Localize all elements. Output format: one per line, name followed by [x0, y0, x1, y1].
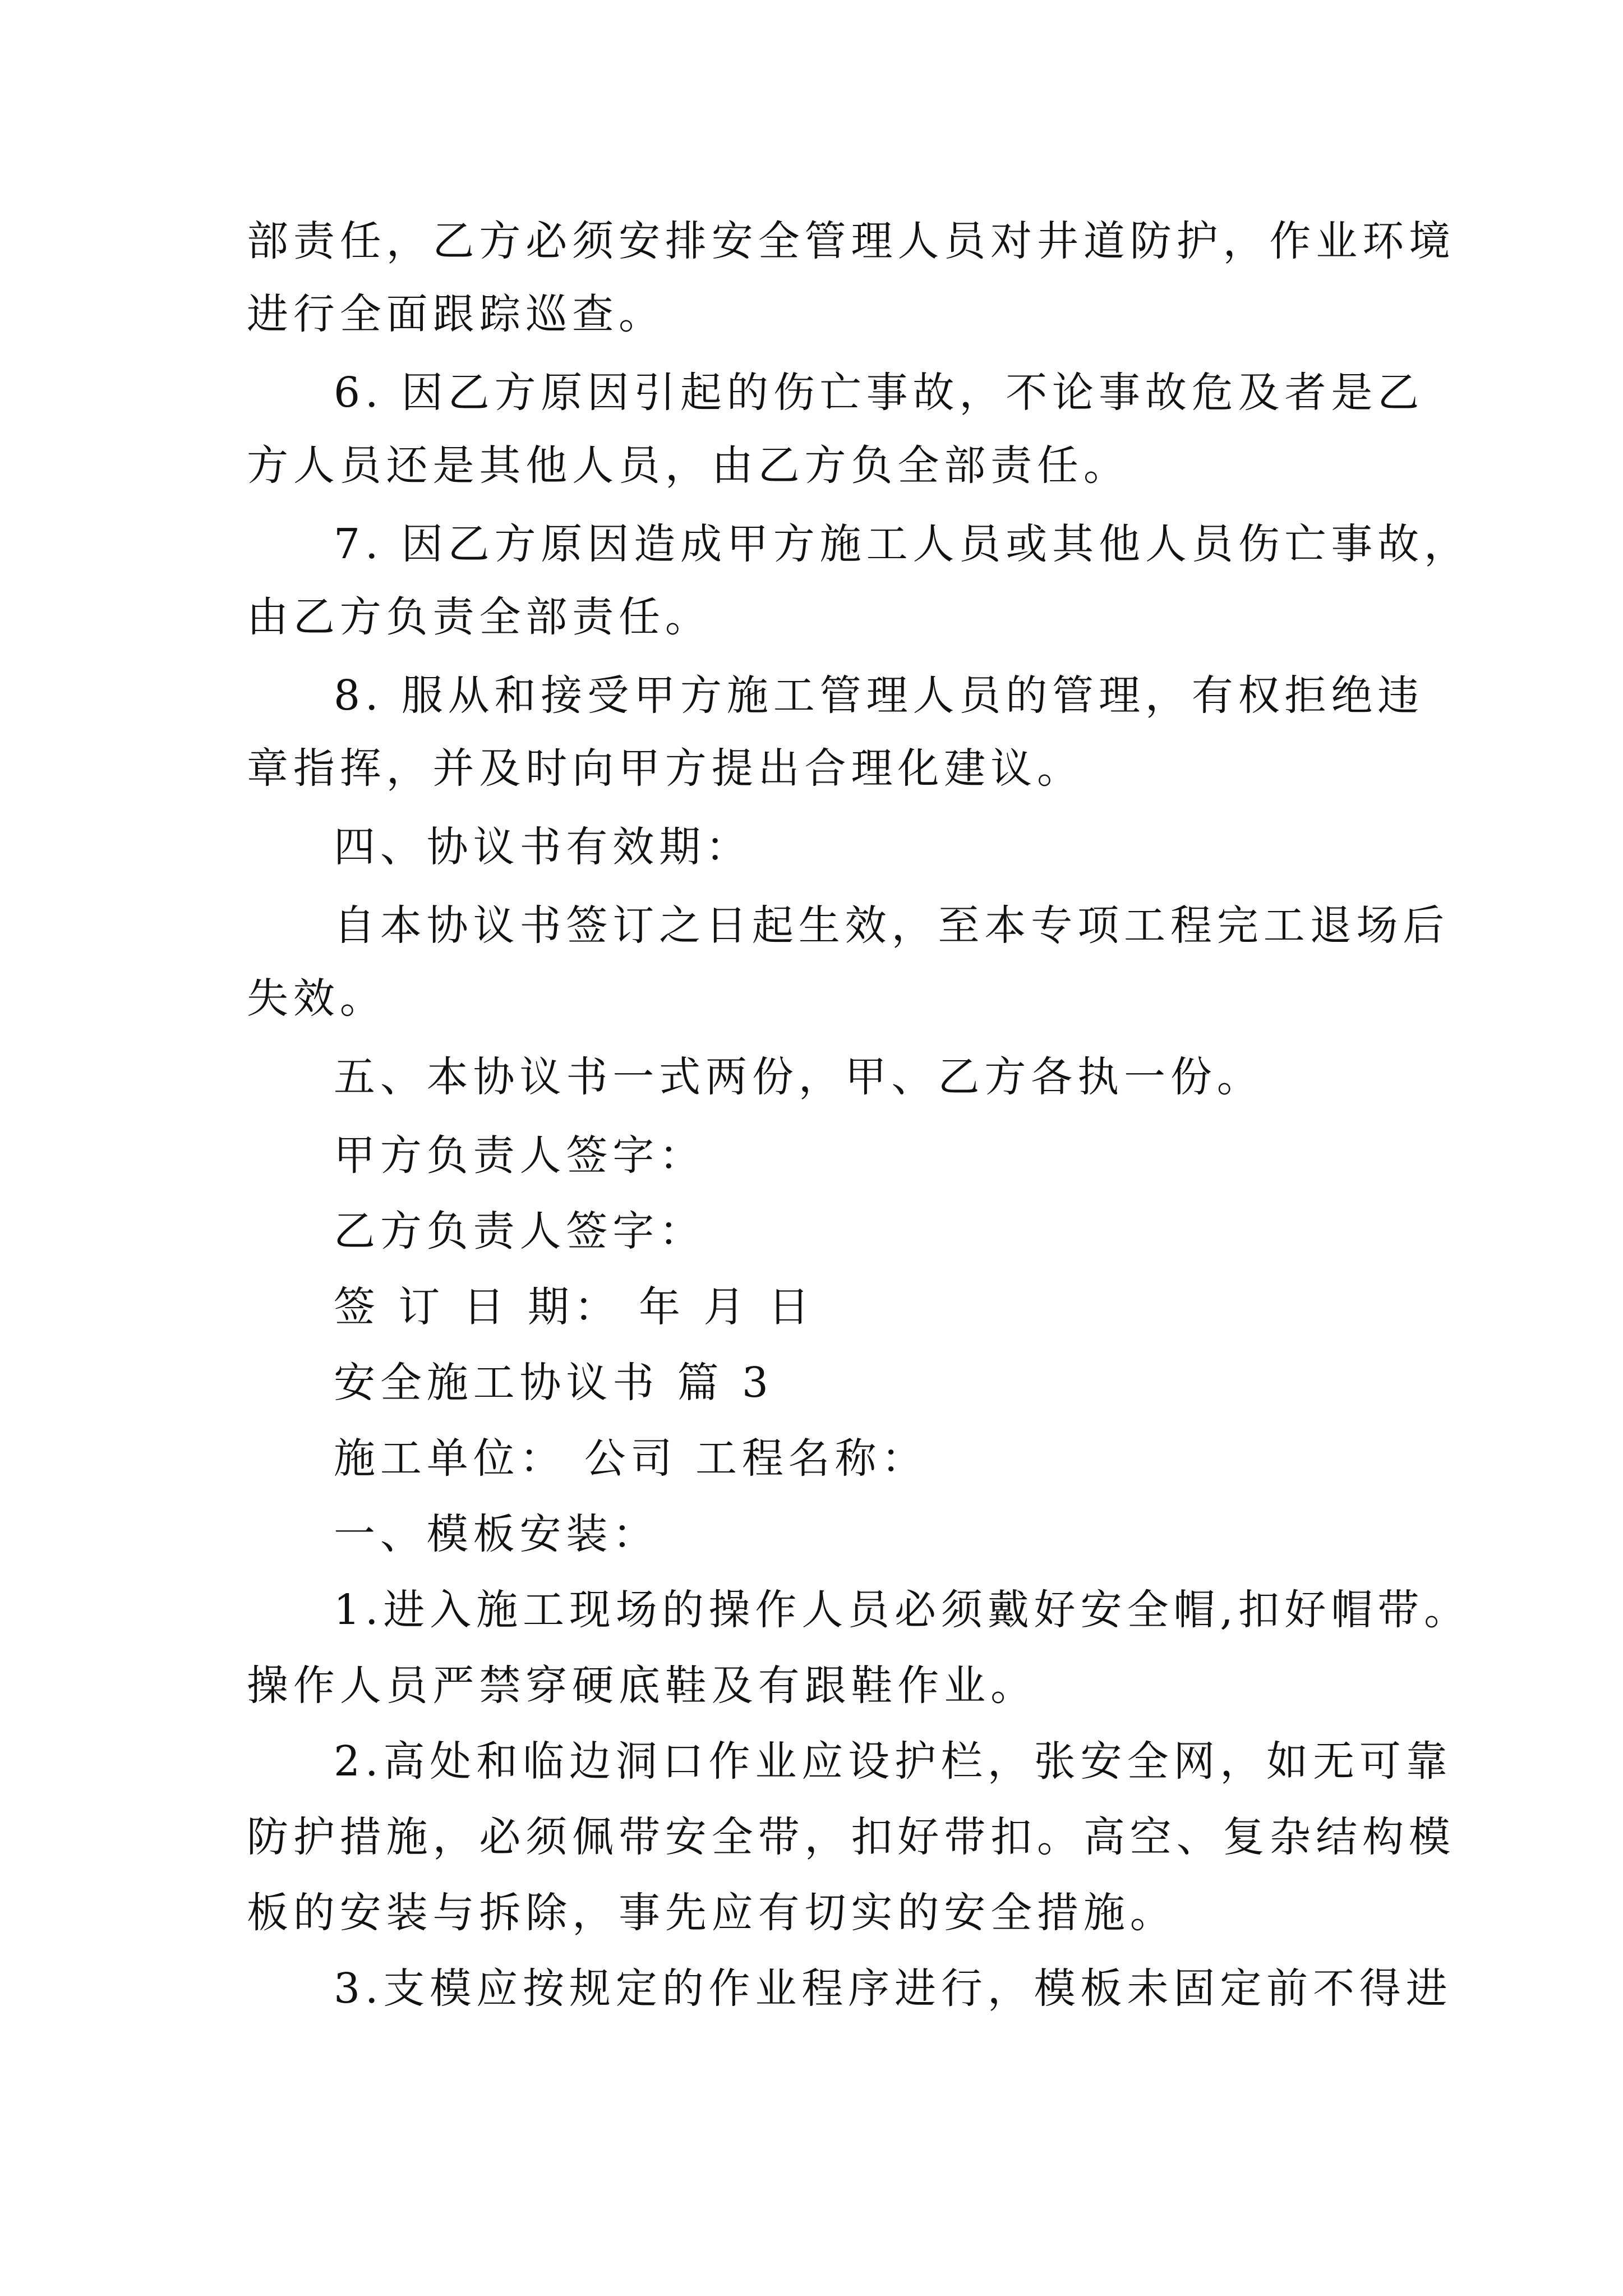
signature-line-party-a: 甲方负责人签字： [334, 1131, 706, 1180]
text-line: 自本协议书签订之日起生效，至本专项工程完工退场后 [334, 901, 1450, 950]
text-line: 操作人员严禁穿硬底鞋及有跟鞋作业。 [247, 1662, 1037, 1710]
sign-date-line: 签 订 日 期： 年 月 日 [334, 1283, 815, 1331]
text-line: 6. 因乙方原因引起的伤亡事故，不论事故危及者是乙 [334, 369, 1424, 417]
text-line: 7. 因乙方原因造成甲方施工人员或其他人员伤亡事故， [334, 520, 1471, 568]
text-line: 板的安装与拆除，事先应有切实的安全措施。 [247, 1889, 1177, 1937]
signature-line-party-b: 乙方负责人签字： [334, 1207, 706, 1255]
text-line: 3.支模应按规定的作业程序进行，模板未固定前不得进 [334, 1964, 1453, 2013]
section-heading: 四、协议书有效期： [334, 823, 752, 871]
text-line: 由乙方负责全部责任。 [247, 593, 712, 641]
text-line: 1.进入施工现场的操作人员必须戴好安全帽,扣好帽带。 [334, 1586, 1471, 1634]
text-line: 部责任，乙方必须安排安全管理人员对井道防护，作业环境 [247, 217, 1455, 265]
project-info-line: 施工单位： 公司 工程名称： [334, 1434, 928, 1483]
text-line: 进行全面跟踪巡查。 [247, 290, 665, 338]
text-line: 8. 服从和接受甲方施工管理人员的管理，有权拒绝违 [334, 671, 1424, 720]
document-title: 安全施工协议书 篇 3 [334, 1359, 773, 1407]
text-line: 防护措施，必须佩带安全带，扣好带扣。高空、复杂结构模 [247, 1813, 1455, 1861]
text-line: 方人员还是其他人员，由乙方负全部责任。 [247, 441, 1130, 490]
text-line: 2.高处和临边洞口作业应设护栏，张安全网，如无可靠 [334, 1737, 1453, 1786]
section-heading: 一、模板安装： [334, 1510, 660, 1558]
text-line: 章指挥，并及时向甲方提出合理化建议。 [247, 744, 1083, 793]
section-heading: 五、本协议书一式两份，甲、乙方各执一份。 [334, 1053, 1264, 1101]
text-line: 失效。 [247, 974, 386, 1023]
